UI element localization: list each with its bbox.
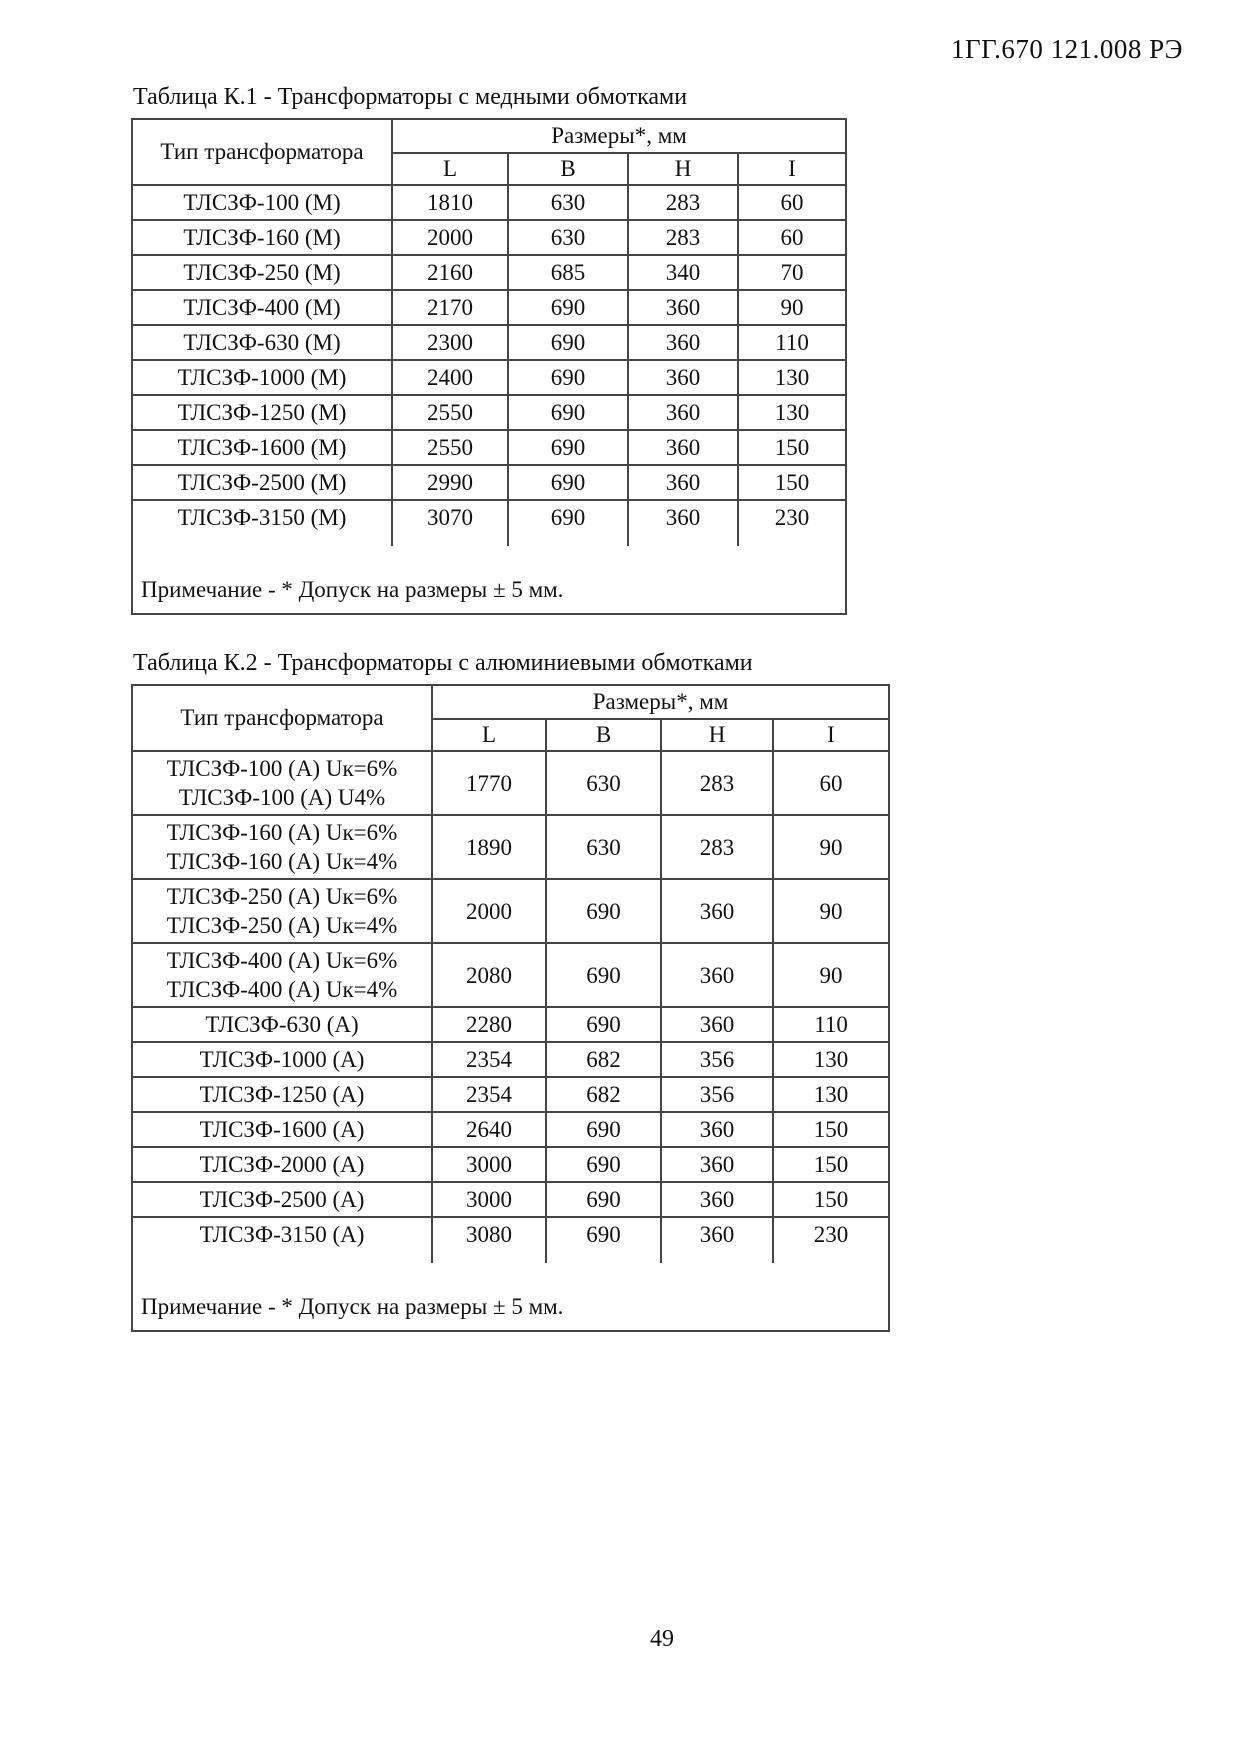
dimension-value-cell: 630 [546, 751, 661, 815]
table-k2-title: Таблица К.2 - Трансформаторы с алюминиевыми обмотками [133, 650, 753, 676]
dimension-value-cell: 283 [628, 220, 738, 255]
transformer-type-cell [132, 255, 392, 290]
table-k1 [131, 118, 847, 615]
column-header-l: L [392, 153, 508, 185]
dimension-value-cell: 230 [738, 500, 846, 534]
transformer-type-line: ТЛСЗФ-160 (А) Uк=6% [166, 820, 398, 845]
transformer-type-line: ТЛСЗФ-100 (А) Uк=6% [166, 756, 398, 781]
table-row [132, 1007, 889, 1042]
transformer-type-cell [132, 1077, 432, 1112]
transformer-type-line: ТЛСЗФ-630 (А) [205, 1012, 359, 1037]
table-row [132, 751, 889, 815]
transformer-type-line: ТЛСЗФ-1600 (А) [199, 1117, 365, 1142]
transformer-type-line: ТЛСЗФ-250 (А) Uк=4% [166, 913, 398, 938]
transformer-type-line: ТЛСЗФ-2500 (М) [177, 470, 347, 495]
dimension-value-cell: 360 [661, 1147, 773, 1182]
transformer-type-cell [132, 430, 392, 465]
table-row [132, 1112, 889, 1147]
table-row [132, 325, 846, 360]
transformer-type-cell [132, 325, 392, 360]
transformer-type-cell [132, 220, 392, 255]
table-header-row [132, 119, 846, 153]
dimension-value-cell: 60 [738, 220, 846, 255]
table-row [132, 1042, 889, 1077]
table-row [132, 1182, 889, 1217]
dimension-value-cell: 360 [628, 465, 738, 500]
dimension-value-cell: 150 [773, 1182, 889, 1217]
transformer-type-line: ТЛСЗФ-2000 (А) [199, 1152, 365, 1177]
dimension-value-cell: 130 [773, 1042, 889, 1077]
table-k2 [131, 684, 890, 1332]
transformer-type-line: ТЛСЗФ-100 (А) U4% [178, 785, 386, 810]
transformer-type-line: ТЛСЗФ-100 (М) [183, 190, 341, 215]
table-note-row [132, 1263, 889, 1331]
page-number: 49 [650, 1626, 674, 1652]
dimension-value-cell: 690 [546, 943, 661, 1007]
table-row [132, 815, 889, 879]
dimension-value-cell: 70 [738, 255, 846, 290]
dimension-value-cell: 685 [508, 255, 628, 290]
transformer-type-cell [132, 465, 392, 500]
dimension-value-cell: 630 [508, 185, 628, 220]
dimension-value-cell: 690 [546, 1007, 661, 1042]
dimension-value-cell: 630 [546, 815, 661, 879]
dimension-value-cell: 230 [773, 1217, 889, 1251]
dimension-value-cell: 130 [773, 1077, 889, 1112]
dimension-value-cell: 110 [738, 325, 846, 360]
table-header-row [132, 685, 889, 719]
transformer-type-cell [132, 1112, 432, 1147]
document-code: 1ГГ.670 121.008 РЭ [950, 34, 1183, 64]
dimension-value-cell: 690 [546, 879, 661, 943]
dimension-value-cell: 2354 [432, 1077, 546, 1112]
dimension-value-cell: 3000 [432, 1182, 546, 1217]
dimension-value-cell: 2280 [432, 1007, 546, 1042]
transformer-type-cell [132, 1182, 432, 1217]
table-k1-title: Таблица К.1 - Трансформаторы с медными обмотками [133, 84, 688, 110]
transformer-type-line: ТЛСЗФ-400 (А) Uк=4% [166, 977, 398, 1002]
column-header-type: Тип трансформатора [132, 685, 432, 751]
dimension-value-cell: 690 [508, 395, 628, 430]
transformer-type-cell [132, 1217, 432, 1251]
table-row [132, 943, 889, 1007]
dimension-value-cell: 90 [773, 943, 889, 1007]
dimension-value-cell: 690 [508, 430, 628, 465]
column-group-dimensions: Размеры*, мм [392, 119, 846, 153]
table-row [132, 1217, 889, 1251]
dimension-value-cell: 690 [508, 325, 628, 360]
dimension-value-cell: 150 [738, 465, 846, 500]
transformer-type-line: ТЛСЗФ-3150 (А) [199, 1222, 365, 1247]
dimension-value-cell: 360 [628, 290, 738, 325]
table-body [132, 751, 889, 1251]
table-row [132, 360, 846, 395]
dimension-value-cell: 360 [661, 1112, 773, 1147]
transformer-type-line: ТЛСЗФ-1250 (М) [177, 400, 347, 425]
table-row [132, 465, 846, 500]
table-row [132, 430, 846, 465]
dimension-value-cell: 2550 [392, 395, 508, 430]
table-spacer-row [132, 534, 846, 546]
transformer-type-cell [132, 1147, 432, 1182]
transformer-type-line: ТЛСЗФ-400 (М) [183, 295, 341, 320]
dimension-value-cell: 90 [773, 815, 889, 879]
dimension-value-cell: 690 [508, 500, 628, 534]
dimension-value-cell: 356 [661, 1042, 773, 1077]
table-row [132, 290, 846, 325]
dimension-value-cell: 2160 [392, 255, 508, 290]
table-body [132, 185, 846, 534]
column-header-l: L [432, 719, 546, 751]
dimension-value-cell: 3080 [432, 1217, 546, 1251]
dimension-value-cell: 1890 [432, 815, 546, 879]
dimension-value-cell: 360 [628, 430, 738, 465]
dimension-value-cell: 360 [661, 879, 773, 943]
dimension-value-cell: 130 [738, 360, 846, 395]
column-group-dimensions: Размеры*, мм [432, 685, 889, 719]
dimension-value-cell: 283 [628, 185, 738, 220]
transformer-type-cell [132, 1007, 432, 1042]
transformer-type-cell [132, 395, 392, 430]
table-note: Примечание - * Допуск на размеры ± 5 мм. [132, 1263, 889, 1331]
dimension-value-cell: 2080 [432, 943, 546, 1007]
table-row [132, 185, 846, 220]
dimension-value-cell: 3000 [432, 1147, 546, 1182]
transformer-type-line: ТЛСЗФ-400 (А) Uк=6% [166, 948, 398, 973]
dimension-value-cell: 360 [628, 325, 738, 360]
dimension-value-cell: 360 [661, 943, 773, 1007]
column-header-b: B [546, 719, 661, 751]
transformer-type-cell [132, 185, 392, 220]
dimension-value-cell: 283 [661, 751, 773, 815]
dimension-value-cell: 90 [738, 290, 846, 325]
column-header-b: B [508, 153, 628, 185]
dimension-value-cell: 3070 [392, 500, 508, 534]
dimension-value-cell: 2400 [392, 360, 508, 395]
table-row [132, 879, 889, 943]
dimension-value-cell: 2550 [392, 430, 508, 465]
transformer-type-line: ТЛСЗФ-1000 (М) [177, 365, 347, 390]
transformer-type-cell [132, 879, 432, 943]
dimension-value-cell: 690 [546, 1217, 661, 1251]
dimension-value-cell: 682 [546, 1077, 661, 1112]
dimension-value-cell: 90 [773, 879, 889, 943]
dimension-value-cell: 630 [508, 220, 628, 255]
column-header-i: I [773, 719, 889, 751]
table-row [132, 255, 846, 290]
transformer-type-cell [132, 500, 392, 534]
dimension-value-cell: 690 [546, 1147, 661, 1182]
dimension-value-cell: 690 [508, 360, 628, 395]
dimension-value-cell: 130 [738, 395, 846, 430]
dimension-value-cell: 2354 [432, 1042, 546, 1077]
dimension-value-cell: 360 [628, 360, 738, 395]
transformer-type-cell [132, 1042, 432, 1077]
table-row [132, 1147, 889, 1182]
dimension-value-cell: 283 [661, 815, 773, 879]
transformer-type-cell [132, 751, 432, 815]
dimension-value-cell: 2170 [392, 290, 508, 325]
dimension-value-cell: 2300 [392, 325, 508, 360]
table-row [132, 500, 846, 534]
table-k2-section [131, 650, 890, 1332]
dimension-value-cell: 1770 [432, 751, 546, 815]
transformer-type-cell [132, 943, 432, 1007]
transformer-type-cell [132, 360, 392, 395]
table-note: Примечание - * Допуск на размеры ± 5 мм. [132, 546, 846, 614]
column-header-type: Тип трансформатора [132, 119, 392, 185]
dimension-value-cell: 2000 [432, 879, 546, 943]
transformer-type-line: ТЛСЗФ-1250 (А) [199, 1082, 365, 1107]
dimension-value-cell: 690 [546, 1112, 661, 1147]
transformer-type-line: ТЛСЗФ-1600 (М) [177, 435, 347, 460]
transformer-type-line: ТЛСЗФ-250 (М) [183, 260, 341, 285]
table-row [132, 220, 846, 255]
dimension-value-cell: 356 [661, 1077, 773, 1112]
transformer-type-line: ТЛСЗФ-3150 (М) [177, 505, 347, 530]
dimension-value-cell: 360 [628, 395, 738, 430]
table-spacer-row [132, 1251, 889, 1263]
dimension-value-cell: 110 [773, 1007, 889, 1042]
transformer-type-line: ТЛСЗФ-1000 (А) [199, 1047, 365, 1072]
dimension-value-cell: 150 [738, 430, 846, 465]
dimension-value-cell: 2640 [432, 1112, 546, 1147]
transformer-type-line: ТЛСЗФ-160 (А) Uк=4% [166, 849, 398, 874]
dimension-value-cell: 690 [508, 290, 628, 325]
dimension-value-cell: 360 [661, 1217, 773, 1251]
dimension-value-cell: 682 [546, 1042, 661, 1077]
dimension-value-cell: 1810 [392, 185, 508, 220]
dimension-value-cell: 2990 [392, 465, 508, 500]
column-header-h: H [628, 153, 738, 185]
dimension-value-cell: 360 [661, 1007, 773, 1042]
table-k1-section [131, 84, 847, 615]
dimension-value-cell: 2000 [392, 220, 508, 255]
transformer-type-cell [132, 290, 392, 325]
dimension-value-cell: 690 [546, 1182, 661, 1217]
column-header-i: I [738, 153, 846, 185]
transformer-type-line: ТЛСЗФ-630 (М) [183, 330, 341, 355]
transformer-type-line: ТЛСЗФ-250 (А) Uк=6% [166, 884, 398, 909]
transformer-type-line: ТЛСЗФ-160 (М) [183, 225, 341, 250]
dimension-value-cell: 360 [661, 1182, 773, 1217]
dimension-value-cell: 60 [738, 185, 846, 220]
column-header-h: H [661, 719, 773, 751]
table-row [132, 395, 846, 430]
transformer-type-line: ТЛСЗФ-2500 (А) [199, 1187, 365, 1212]
dimension-value-cell: 340 [628, 255, 738, 290]
dimension-value-cell: 360 [628, 500, 738, 534]
transformer-type-cell [132, 815, 432, 879]
table-note-row [132, 546, 846, 614]
dimension-value-cell: 690 [508, 465, 628, 500]
dimension-value-cell: 150 [773, 1112, 889, 1147]
dimension-value-cell: 60 [773, 751, 889, 815]
dimension-value-cell: 150 [773, 1147, 889, 1182]
table-row [132, 1077, 889, 1112]
